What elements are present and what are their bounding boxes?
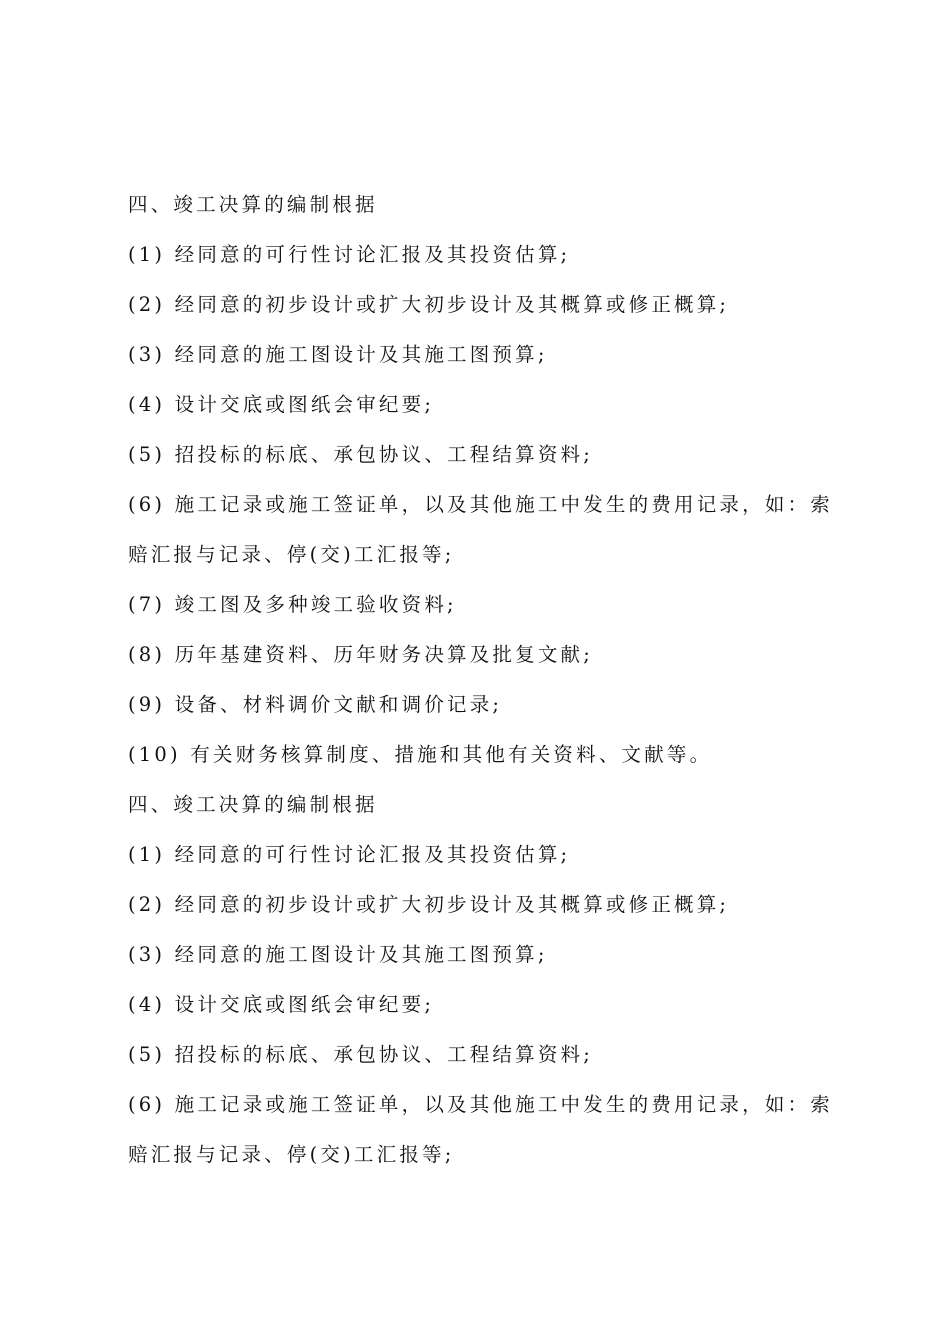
list-item: (3) 经同意的施工图设计及其施工图预算; — [128, 943, 548, 966]
list-item: (5) 招投标的标底、承包协议、工程结算资料; — [128, 1043, 593, 1066]
list-item-continuation: 赔汇报与记录、停(交)工汇报等; — [128, 543, 455, 566]
list-item-continuation: 赔汇报与记录、停(交)工汇报等; — [128, 1143, 455, 1166]
list-item: (4) 设计交底或图纸会审纪要; — [128, 993, 435, 1016]
list-item: (4) 设计交底或图纸会审纪要; — [128, 393, 435, 416]
list-item: (7) 竣工图及多种竣工验收资料; — [128, 593, 457, 616]
list-item: (10) 有关财务核算制度、措施和其他有关资料、文献等。 — [128, 743, 713, 766]
section-heading: 四、竣工决算的编制根据 — [128, 793, 378, 816]
list-item: (3) 经同意的施工图设计及其施工图预算; — [128, 343, 548, 366]
list-item: (2) 经同意的初步设计或扩大初步设计及其概算或修正概算; — [128, 893, 730, 916]
document-body — [128, 190, 833, 1190]
list-item: (2) 经同意的初步设计或扩大初步设计及其概算或修正概算; — [128, 293, 730, 316]
list-item: (1) 经同意的可行性讨论汇报及其投资估算; — [128, 243, 571, 266]
list-item: (6) 施工记录或施工签证单，以及其他施工中发生的费用记录，如：索 — [128, 1093, 833, 1116]
list-item: (1) 经同意的可行性讨论汇报及其投资估算; — [128, 843, 571, 866]
list-item: (9) 设备、材料调价文献和调价记录; — [128, 693, 503, 716]
list-item: (5) 招投标的标底、承包协议、工程结算资料; — [128, 443, 593, 466]
list-item: (6) 施工记录或施工签证单，以及其他施工中发生的费用记录，如：索 — [128, 493, 833, 516]
list-item: (8) 历年基建资料、历年财务决算及批复文献; — [128, 643, 593, 666]
section-heading: 四、竣工决算的编制根据 — [128, 193, 378, 216]
